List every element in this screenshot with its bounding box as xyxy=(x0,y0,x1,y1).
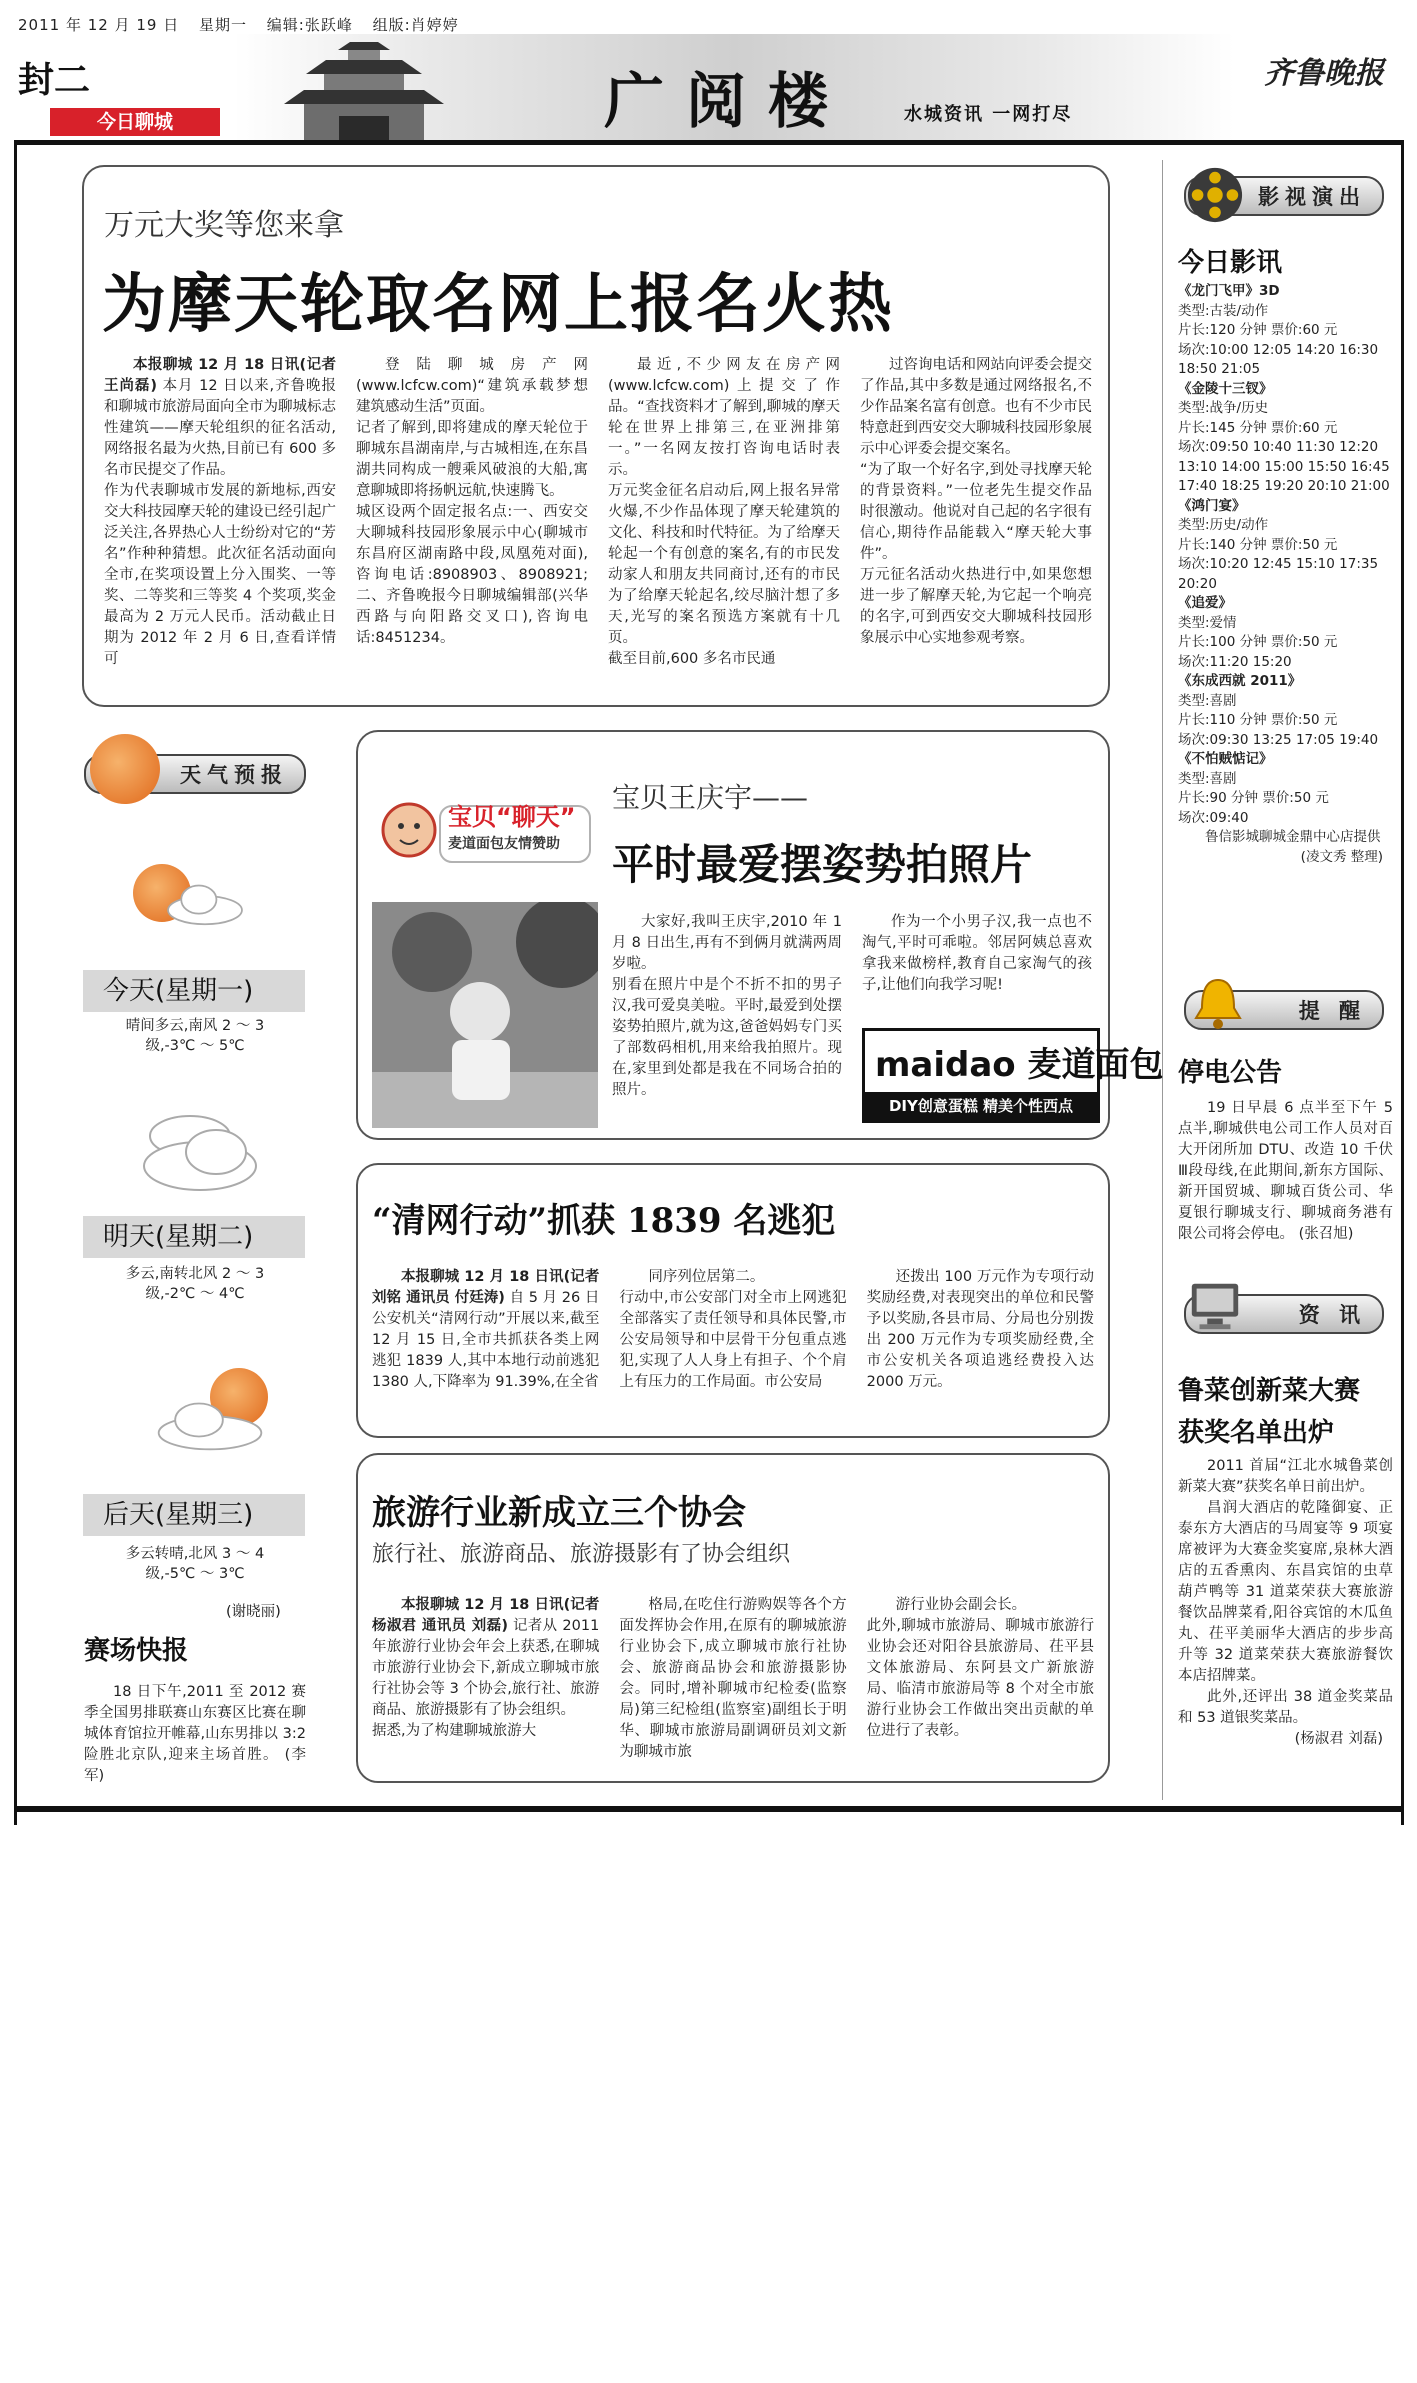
column-subtitle: 水城资讯 一网打尽 xyxy=(904,104,1073,125)
paragraph: 自 5 月 26 日公安机关“清网行动”开展以来,截至 12 月 15 日,全市共抓获各类上网逃犯 1839 人,其中本地行动前逃犯 1380 人,下降率为 91.39%,在全省 xyxy=(372,1290,600,1390)
column-divider xyxy=(1162,160,1163,1800)
weather-day-today: 今天(星期一) xyxy=(83,970,305,1012)
movie-genre: 类型:历史/动作 xyxy=(1178,517,1269,533)
cloud-icon xyxy=(165,882,245,926)
article-net-clearing xyxy=(356,1163,1110,1438)
weather-day-after: 后天(星期三) xyxy=(83,1494,305,1536)
movie-length-price: 片长:100 分钟 票价:50 元 xyxy=(1178,634,1338,650)
paragraph: 还拨出 100 万元作为专项行动奖励经费,对表现突出的单位和民警予以奖励,各县市局、分局也分别拨出 200 万元作为专项奖励经费,全市公安机关各项追逃经费投入达 2000 万元。 xyxy=(866,1269,1094,1390)
news-text xyxy=(1178,1456,1393,1750)
paragraph: 游行业协会副会长。 xyxy=(895,1597,1027,1613)
article-column xyxy=(372,1267,599,1393)
movie-length-price: 片长:140 分钟 票价:50 元 xyxy=(1178,536,1338,553)
movie-showtimes: 场次:09:50 10:40 11:30 12:20 13:10 14:00 15:00 15:50 16:45 17:40 18:25 19:20 20:10 21:00 xyxy=(1178,439,1390,494)
cloud-icon xyxy=(120,1100,270,1200)
badge-sub-text: 麦道面包友情赞助 xyxy=(448,836,560,852)
date: 2011 年 12 月 19 日 xyxy=(18,16,180,34)
paragraph: 据悉,为了构建聊城旅游大 xyxy=(372,1723,537,1739)
right-rule xyxy=(1401,145,1404,1825)
weather-banner-label: 天气预报 xyxy=(180,763,288,787)
paragraph: 过咨询电话和网站向评委会提交了作品,其中多数是通过网络报名,不少作品案名富有创意。也有不少市民特意赶到西安交大聊城科技园形象展示中心评委会提交案名。 xyxy=(860,357,1092,457)
movie-name: 《东成西就 2011》 xyxy=(1178,673,1302,689)
paper-logo: 齐鲁晚报 xyxy=(1264,56,1384,91)
article-ferris-wheel xyxy=(82,165,1110,707)
movie-credit: (凌文秀 整理) xyxy=(1300,848,1383,865)
bottom-rule xyxy=(14,1806,1404,1812)
article-body xyxy=(372,1267,1094,1393)
page-header xyxy=(14,34,1404,144)
weather-day-tomorrow: 明天(星期二) xyxy=(83,1216,305,1258)
dateline: 本报聊城 12 月 18 日讯(记者 杨淑君 通讯员 刘磊) xyxy=(372,1597,600,1634)
movie-showtimes: 场次:09:30 13:25 17:05 19:40 xyxy=(1178,731,1379,748)
article-column xyxy=(608,355,840,670)
article-body xyxy=(104,355,1092,670)
paragraph: 作为代表聊城市发展的新地标,西安交大科技园摩天轮的建设已经引起广泛关注,各界热心人士纷纷对它的“芳名”作种种猜想。此次征名活动面向全市,在奖项设置上分入围奖、一等奖、二等奖和三等奖 4 个奖项,奖金最高为 2 万元人民币。活动截止日期为 2012 年 2 月 6 日,查看详情可 xyxy=(104,483,336,667)
paragraph: 万元征名活动火热进行中,如果您想进一步了解摩天轮,为它起一个响亮的名字,可到西安交大聊城科技园形象展示中心实地参观考察。 xyxy=(860,567,1092,646)
sports-paragraph: 18 日下午,2011 至 2012 赛季全国男排联赛山东赛区比赛在聊城体育馆拉开帷幕,山东男排以 3:2 险胜北京队,迎来主场首胜。 xyxy=(84,1684,306,1763)
weather-desc-tomorrow: 多云,南转北风 2 ～ 3 级,-2℃ ～ 4℃ xyxy=(125,1266,265,1302)
movie-provider: 鲁信影城聊城金鼎中心店提供 xyxy=(1205,829,1381,845)
movie-list xyxy=(1178,282,1393,867)
paragraph: 万元奖金征名启动后,网上报名异常火爆,不少作品体现了摩天轮建筑的文化、科技和时代特征。为了给摩天轮起一个有创意的案名,有的市民发动家人和朋友共同商讨,还有的市民为了给摩天轮起名,绞尽脑汁想了多天,光写的案名预选方案就有十几页。 xyxy=(608,483,840,646)
movie-name: 《追爱》 xyxy=(1178,595,1232,611)
news-paragraph: 2011 首届“江北水城鲁菜创新菜大赛”获奖名单日前出炉。 xyxy=(1178,1458,1393,1495)
reminder-paragraph: 19 日早晨 6 点半至下午 5 点半,聊城供电公司工作人员对百大开闭所加 DTU、改造 10 千伏Ⅲ段母线,在此期间,新东方国际、新开国贸城、聊城百货公司、华夏银行聊城支行、聊城商务港有限公司将会停电。 xyxy=(1178,1100,1393,1242)
movies-title: 今日影讯 xyxy=(1178,248,1283,278)
today-tag: 今日聊城 xyxy=(50,108,220,136)
sports-credit: (李军) xyxy=(84,1747,307,1784)
movie-item xyxy=(1178,672,1393,750)
news-paragraph: 昌润大酒店的乾隆御宴、正泰东方大酒店的马周宴等 9 项宴席被评为大赛金奖宴席,泉林大酒店的五香熏肉、东昌宾馆的虫草葫芦鸭等 31 道菜荣获大赛旅游餐饮品牌菜肴,阳谷宾馆的木瓜鱼丸、茌平美丽华大酒店的步步高升等 32 道菜荣获大赛旅游餐饮本店招牌菜。 xyxy=(1178,1500,1393,1684)
paragraph: 作为一个小男子汉,我一点也不淘气,平时可乖啦。邻居阿姨总喜欢拿我来做榜样,教育自己家淘气的孩子,让他们向我学习呢! xyxy=(862,914,1092,993)
weather-credit: (谢晓丽) xyxy=(226,1604,281,1620)
paragraph: 截至目前,600 多名市民通 xyxy=(608,651,776,667)
paragraph: “为了取一个好名字,到处寻找摩天轮的背景资料。”一位老先生提交作品时很激动。他说对自己起的名字很有信心,期待作品能载入“摩天轮大事件”。 xyxy=(860,462,1092,562)
news-banner-label: 资 讯 xyxy=(1298,1303,1366,1327)
paragraph: 同序列位居第二。 xyxy=(648,1269,765,1285)
movie-length-price: 片长:120 分钟 票价:60 元 xyxy=(1178,322,1338,338)
cloud-icon xyxy=(155,1398,265,1453)
column-title: 广阅楼 xyxy=(604,67,850,137)
article-headline: 为摩天轮取名网上报名火热 xyxy=(102,267,894,342)
paragraph: 记者了解到,即将建成的摩天轮位于聊城东昌湖南岸,与古城相连,在东昌湖共同构成一艘乘风破浪的大船,寓意聊城即将扬帆远航,快速腾飞。 xyxy=(356,420,588,499)
computer-icon xyxy=(1186,1276,1244,1334)
movie-showtimes: 场次:11:20 15:20 xyxy=(1178,653,1292,670)
weather-desc-today: 晴间多云,南风 2 ～ 3 级,-3℃ ～ 5℃ xyxy=(125,1018,265,1054)
news-title-line2: 获奖名单出炉 xyxy=(1178,1418,1335,1448)
maidao-logo-text: maidao 麦道面包 xyxy=(875,1045,1164,1085)
paragraph: 别看在照片中是个不折不扣的男子汉,我可爱臭美啦。平时,最爱到处摆姿势拍照片,就为这,爸爸妈妈专门买了部数码相机,用来给我拍照片。现在,家里到处都是我在不同场合拍的照片。 xyxy=(612,977,842,1098)
sun-icon xyxy=(90,734,160,804)
paragraph: 此外,聊城市旅游局、聊城市旅游行业协会还对阳谷县旅游局、茌平县文体旅游局、东阿县文广新旅游局、临清市旅游局等 8 个对全市旅游行业协会工作做出突出贡献的单位进行了表彰。 xyxy=(866,1618,1094,1739)
weather-desc-after: 多云转晴,北风 3 ～ 4 级,-5℃ ～ 3℃ xyxy=(125,1546,265,1582)
maidao-logo xyxy=(862,1028,1164,1123)
dateline: 本报聊城 12 月 18 日讯(记者 刘铭 通讯员 付廷涛) xyxy=(372,1269,600,1306)
article-column xyxy=(619,1267,846,1393)
article-column xyxy=(372,1595,599,1763)
movies-banner-label: 影视演出 xyxy=(1258,185,1366,209)
editor: 编辑:张跃峰 xyxy=(266,16,353,34)
movie-genre: 类型:古装/动作 xyxy=(1178,302,1269,319)
reminder-title: 停电公告 xyxy=(1178,1058,1283,1088)
movie-showtimes: 场次:09:40 xyxy=(1178,809,1249,826)
movie-item xyxy=(1178,594,1393,672)
maidao-tagline: DIY创意蛋糕 精美个性西点 xyxy=(865,1092,1097,1120)
sports-title: 赛场快报 xyxy=(84,1636,189,1666)
article-column xyxy=(860,355,1092,670)
layout-credit: 组版:肖婷婷 xyxy=(372,16,459,34)
article-kicker: 旅行社、旅游商品、旅游摄影有了协会组织 xyxy=(372,1542,791,1567)
page-meta xyxy=(18,14,473,35)
movie-name: 《龙门飞甲》3D xyxy=(1178,283,1280,299)
movie-name: 《不怕贼惦记》 xyxy=(1178,751,1273,767)
article-headline: “清网行动”抓获 1839 名逃犯 xyxy=(372,1201,836,1241)
paragraph: 行动中,市公安部门对全市上网逃犯全部落实了责任领导和具体民警,市公安局领导和中层骨干分包重点逃犯,实现了人人身上有担子、个个肩上有压力的工作局面。市公安局 xyxy=(619,1290,847,1390)
news-title-line1: 鲁菜创新菜大赛 xyxy=(1178,1376,1361,1406)
article-kicker: 万元大奖等您来拿 xyxy=(104,208,344,243)
sports-text xyxy=(84,1682,306,1787)
film-reel-icon xyxy=(1186,166,1244,224)
movie-showtimes: 场次:10:00 12:05 14:20 16:30 18:50 21:05 xyxy=(1178,341,1379,377)
baby-photo xyxy=(372,902,598,1128)
dateline: 本报聊城 12 月 18 日讯(记者 王尚磊) xyxy=(104,357,336,394)
movie-length-price: 片长:145 分钟 票价:60 元 xyxy=(1178,419,1338,436)
movie-genre: 类型:战争/历史 xyxy=(1178,400,1269,416)
article-column xyxy=(612,912,842,1101)
article-headline: 平时最爱摆姿势拍照片 xyxy=(612,840,1033,889)
movie-item xyxy=(1178,750,1393,828)
child-photo-icon xyxy=(372,902,598,1128)
paragraph: 最近,不少网友在房产网(www.lcfcw.com)上提交了作品。“查找资料才了解到,聊城的摩天轮在世界上排第三,在亚洲排第一。”一名网友按打咨询电话时表示。 xyxy=(608,357,840,478)
paragraph: 城区设两个固定报名点:一、西安交大聊城科技园形象展示中心(聊城市东昌府区湖南路中段,凤凰苑对面),咨询电话:8908903、8908921;二、齐鲁晚报今日聊城编辑部(兴华西路与向阳路交叉口),咨询电话:8451234。 xyxy=(356,504,588,646)
movie-genre: 类型:喜剧 xyxy=(1178,770,1237,787)
news-paragraph: 此外,还评出 38 道金奖菜品和 53 道银奖菜品。 xyxy=(1178,1689,1393,1726)
reminder-text xyxy=(1178,1098,1393,1245)
news-credit: (杨淑君 刘磊) xyxy=(1294,1731,1383,1747)
paragraph: 登陆聊城房产网(www.lcfcw.com)“建筑承载梦想 建筑感动生活”页面。 xyxy=(356,357,588,415)
article-column xyxy=(619,1595,846,1763)
movie-genre: 类型:喜剧 xyxy=(1178,692,1237,709)
article-column xyxy=(104,355,336,670)
movie-item xyxy=(1178,380,1393,497)
left-rule xyxy=(14,145,17,1825)
pagoda-icon xyxy=(244,42,484,140)
article-headline: 旅游行业新成立三个协会 xyxy=(372,1493,746,1533)
reminder-credit: (张召旭) xyxy=(1298,1226,1354,1242)
weekday: 星期一 xyxy=(198,16,247,34)
movie-showtimes: 场次:10:20 12:45 15:10 17:35 20:20 xyxy=(1178,556,1379,592)
badge-main-text: 宝贝“聊天” xyxy=(448,803,576,831)
section-name: 封二 xyxy=(18,59,91,101)
movie-length-price: 片长:110 分钟 票价:50 元 xyxy=(1178,712,1338,728)
reminder-banner-label: 提 醒 xyxy=(1298,999,1366,1023)
movie-item xyxy=(1178,497,1393,595)
article-tourism xyxy=(356,1453,1110,1783)
bell-icon xyxy=(1188,974,1248,1034)
paragraph: 记者从 2011 年旅游行业协会年会上获悉,在聊城市旅游行业协会下,新成立聊城市旅行社协会等 3 个协会,旅行社、旅游商品、旅游摄影有了协会组织。 xyxy=(372,1618,600,1718)
movie-genre: 类型:爱情 xyxy=(1178,614,1237,631)
top-rule xyxy=(14,140,1404,145)
movie-name: 《鸿门宴》 xyxy=(1178,497,1246,514)
article-kicker: 宝贝王庆宇—— xyxy=(612,781,809,814)
movie-item xyxy=(1178,282,1393,380)
article-column xyxy=(867,1595,1094,1763)
movie-name: 《金陵十三钗》 xyxy=(1178,380,1273,397)
article-column xyxy=(356,355,588,670)
paragraph: 本月 12 日以来,齐鲁晚报和聊城市旅游局面向全市为聊城标志性建筑——摩天轮组织的征名活动,网络报名最为火热,目前已有 600 多名市民提交了作品。 xyxy=(104,378,336,478)
movie-length-price: 片长:90 分钟 票价:50 元 xyxy=(1178,790,1329,806)
article-body xyxy=(372,1595,1094,1763)
paragraph: 格局,在吃住行游购娱等各个方面发挥协会作用,在原有的聊城旅游行业协会下,成立聊城市旅行社协会、旅游商品协会和旅游摄影协会。同时,增补聊城市纪检委(监察局)第三纪检组(监察室)副组长于明华、聊城市旅游局副调研员刘文新为聊城市旅 xyxy=(619,1597,847,1760)
paragraph: 大家好,我叫王庆宇,2010 年 1 月 8 日出生,再有不到俩月就满两周岁啦。 xyxy=(612,914,842,972)
article-column xyxy=(867,1267,1094,1393)
